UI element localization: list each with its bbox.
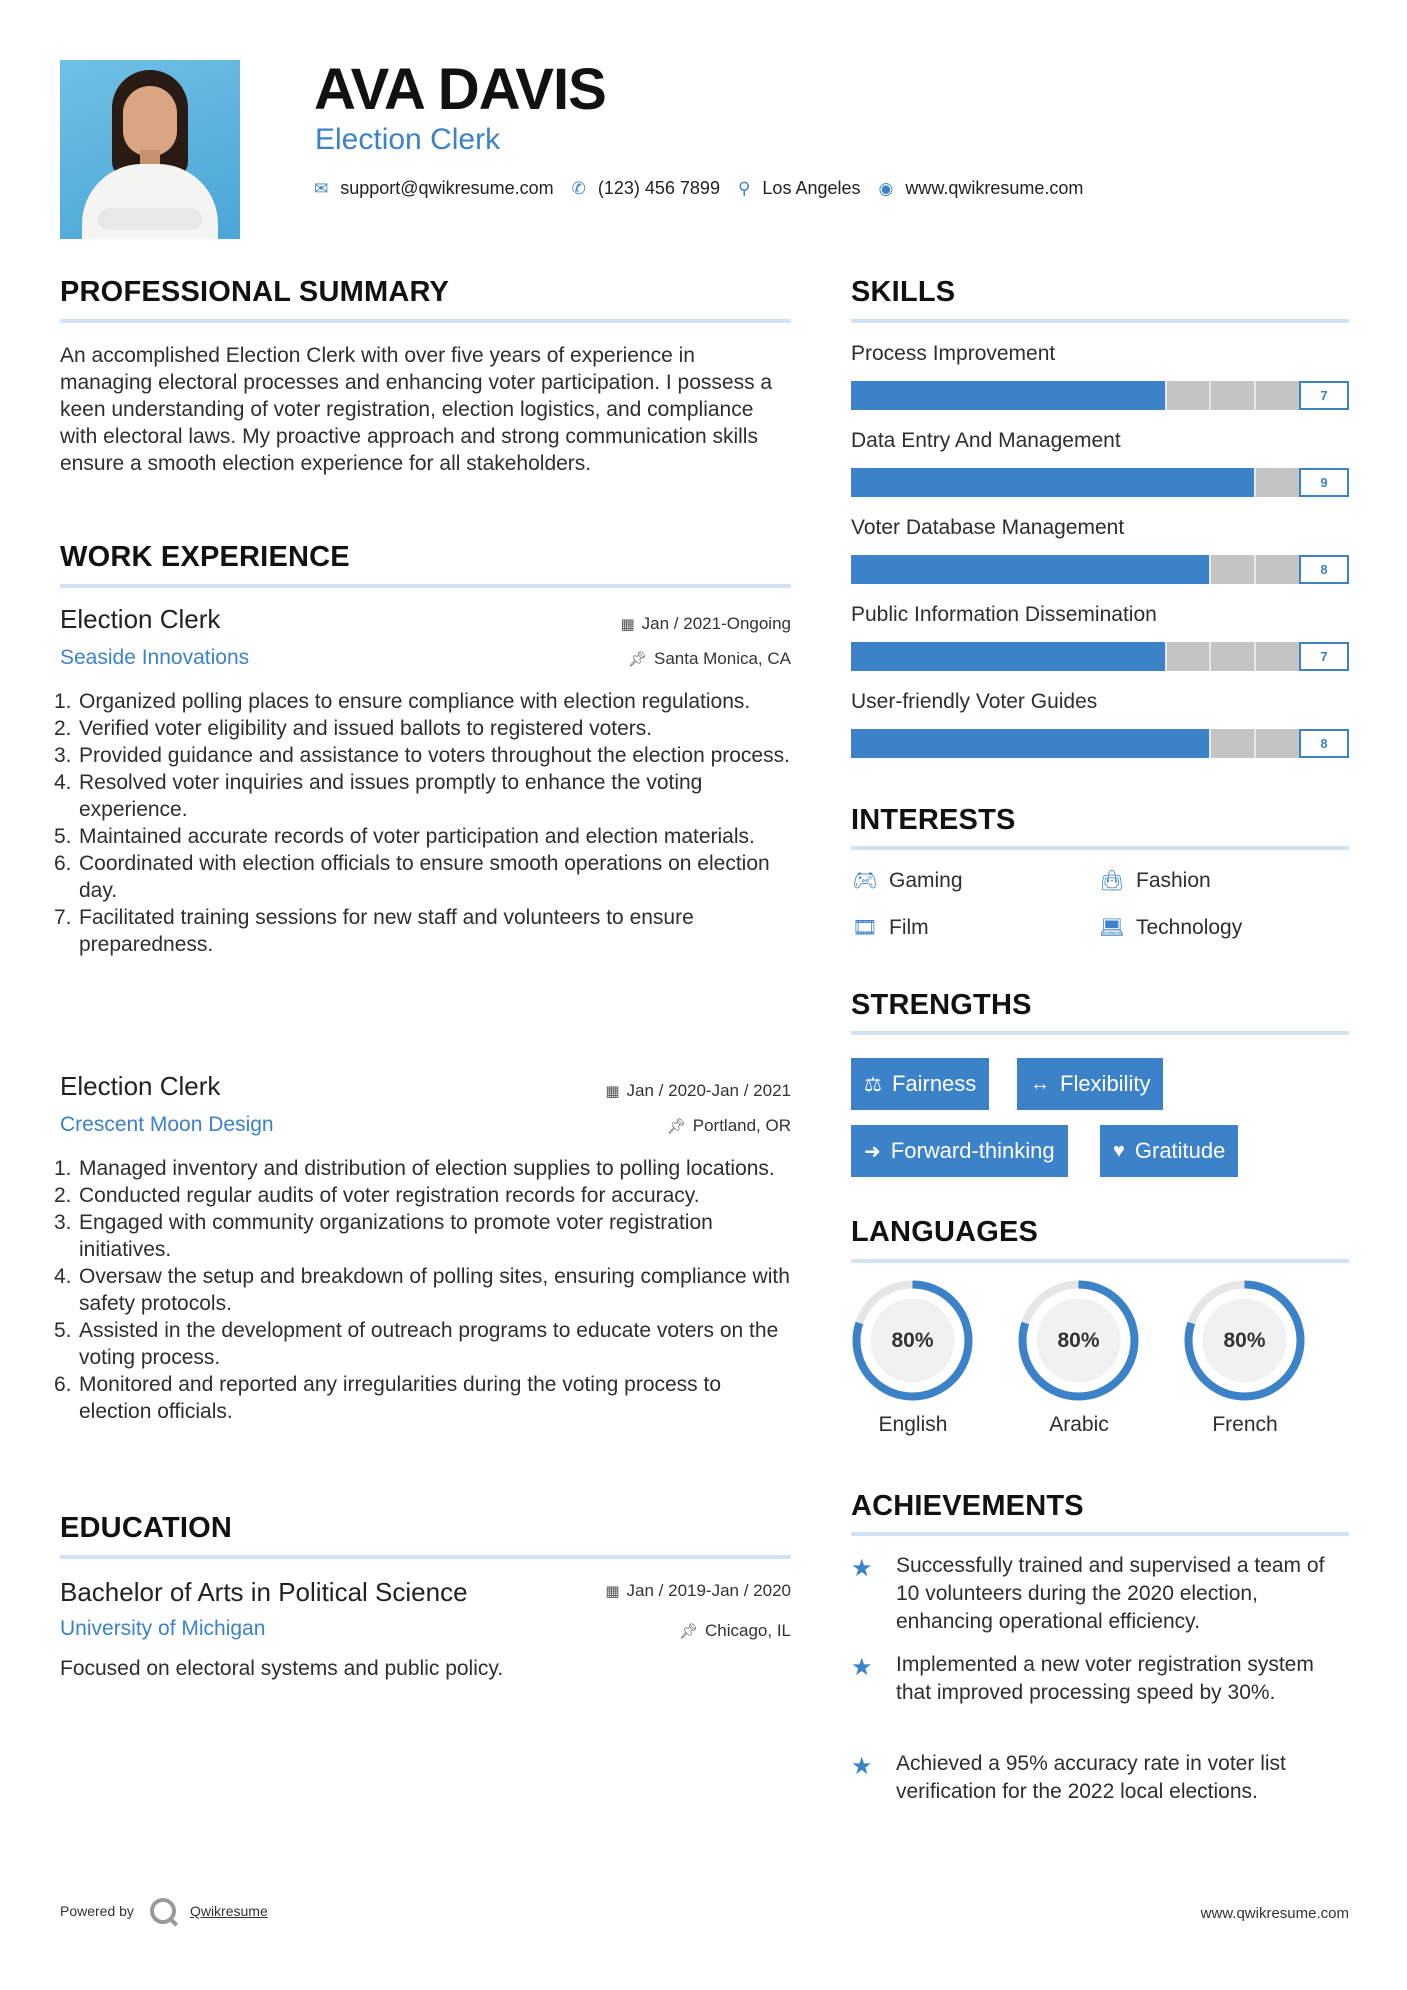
skill-bar-segment: [1254, 642, 1256, 671]
arrows-horizontal-icon: ↔: [1030, 1072, 1050, 1095]
achievement-item: [851, 1750, 1349, 1810]
footer-url[interactable]: www.qwikresume.com: [1200, 1905, 1349, 1922]
job-location: 📌︎ Santa Monica, CA: [627, 649, 791, 668]
summary-heading: PROFESSIONAL SUMMARY: [60, 276, 450, 308]
job-title: Election Clerk: [60, 604, 221, 634]
job-dates: ▦ Jan / 2020-Jan / 2021: [605, 1081, 791, 1100]
job-company: Seaside Innovations: [60, 646, 250, 669]
calendar-icon: ▦: [605, 1583, 620, 1600]
skill-bar-segment: [1254, 381, 1256, 410]
star-icon: ★: [851, 1654, 873, 1681]
job-bullets: [54, 1155, 791, 1425]
job-location: 📌︎ Portland, OR: [666, 1116, 791, 1135]
strength-chip: ↔ Flexibility: [1017, 1058, 1163, 1110]
shopping-bag-icon: 👜︎: [1099, 870, 1125, 892]
skill-level: 7: [1299, 381, 1349, 410]
job-entry: [54, 604, 791, 1044]
education-degree: Bachelor of Arts in Political Science: [60, 1577, 468, 1607]
envelope-icon: ✉: [314, 178, 329, 198]
calendar-icon: ▦: [605, 1083, 620, 1100]
list-item: 3. Engaged with community organizations to promote voter registration initiatives.: [54, 1211, 713, 1261]
globe-icon: ◉: [878, 178, 894, 198]
footer-powered-by: [60, 1898, 268, 1924]
language-name: Arabic: [1049, 1413, 1109, 1436]
list-item: 5. Assisted in the development of outreach programs to educate voters on the voting process.: [54, 1319, 779, 1369]
education-description: Focused on electoral systems and public policy.: [60, 1657, 504, 1680]
list-item: 6. Monitored and reported any irregularities during the voting process to election officials.: [54, 1373, 722, 1423]
powered-by-label: Powered by: [60, 1903, 134, 1919]
contact-phone[interactable]: (123) 456 7899: [597, 178, 720, 198]
candidate-name: AVA DAVIS: [314, 57, 606, 122]
skill-name: Public Information Dissemination: [851, 603, 1157, 626]
skill-level: 9: [1299, 468, 1349, 497]
education-entry: [60, 1577, 791, 1697]
phone-icon: ✆: [571, 178, 586, 198]
pushpin-icon: 📌︎: [627, 651, 647, 668]
gamepad-icon: 🎮︎: [852, 870, 878, 892]
skills-divider: [851, 319, 1349, 323]
laptop-icon: 💻︎: [1099, 917, 1125, 939]
skill-name: User-friendly Voter Guides: [851, 690, 1098, 713]
skill-bar-segment: [1209, 642, 1211, 671]
job-dates: ▦ Jan / 2021-Ongoing: [620, 614, 791, 633]
experience-divider: [60, 584, 791, 588]
skill-level: 8: [1299, 555, 1349, 584]
achievements-heading: ACHIEVEMENTS: [851, 1490, 1084, 1522]
brand-link[interactable]: Qwikresume: [189, 1903, 268, 1919]
list-item: 7. Facilitated training sessions for new staff and volunteers to ensure preparedness.: [54, 906, 694, 956]
list-item: 1. Managed inventory and distribution of election supplies to polling locations.: [54, 1157, 775, 1180]
skill-bar-segment: [1165, 381, 1167, 410]
skills-heading: SKILLS: [851, 276, 956, 308]
achievements-divider: [851, 1532, 1349, 1536]
skill-name: Voter Database Management: [851, 516, 1125, 539]
list-item: 5. Maintained accurate records of voter participation and election materials.: [54, 825, 755, 848]
achievement-text: Successfully trained and supervised a team of 10 volunteers during the 2020 election, enhancing operational efficiency.: [896, 1554, 1325, 1633]
skill-bar: [851, 381, 1349, 410]
skill-bar-segment: [1254, 555, 1256, 584]
list-item: 2. Conducted regular audits of voter registration records for accuracy.: [54, 1184, 700, 1207]
list-item: 3. Provided guidance and assistance to voters throughout the election process.: [54, 744, 790, 767]
skill-name: Process Improvement: [851, 342, 1056, 365]
interest-item: 💻︎ Technology: [1099, 915, 1243, 939]
language-name: French: [1212, 1413, 1278, 1436]
education-divider: [60, 1555, 791, 1559]
left-column: [54, 0, 791, 1990]
contact-website[interactable]: www.qwikresume.com: [905, 178, 1084, 198]
language-ring: [851, 1279, 974, 1402]
education-heading: EDUCATION: [60, 1512, 233, 1544]
contact-email[interactable]: support@qwikresume.com: [340, 178, 554, 198]
list-item: 1. Organized polling places to ensure compliance with election regulations.: [54, 690, 751, 713]
education-location: 📌︎ Chicago, IL: [678, 1621, 791, 1640]
right-column: [851, 0, 1349, 1990]
summary-divider: [60, 319, 791, 323]
skill-bar-segment: [1209, 381, 1211, 410]
skill-level: 8: [1299, 729, 1349, 758]
qwikresume-logo-icon: [150, 1898, 176, 1924]
interest-item: 👜︎ Fashion: [1099, 868, 1211, 892]
education-school: University of Michigan: [60, 1617, 266, 1640]
job-company: Crescent Moon Design: [60, 1113, 274, 1136]
language-percent: 80%: [1223, 1329, 1266, 1352]
interests-divider: [851, 846, 1349, 850]
skill-bar: [851, 468, 1349, 497]
experience-heading: WORK EXPERIENCE: [60, 541, 350, 573]
interests-heading: INTERESTS: [851, 804, 1016, 836]
list-item: 4. Resolved voter inquiries and issues promptly to enhance the voting experience.: [54, 771, 703, 821]
strength-chip: ➜ Forward-thinking: [851, 1125, 1068, 1177]
candidate-role: Election Clerk: [315, 123, 501, 156]
interest-item: 🎮︎ Gaming: [852, 868, 963, 892]
achievement-item: [851, 1651, 1349, 1741]
language-percent: 80%: [1057, 1329, 1100, 1352]
heart-icon: ♥: [1113, 1139, 1125, 1162]
job-entry: [54, 1071, 791, 1471]
list-item: 2. Verified voter eligibility and issued ballots to registered voters.: [54, 717, 653, 740]
star-icon: ★: [851, 1753, 873, 1780]
strengths-heading: STRENGTHS: [851, 989, 1032, 1021]
language-ring: [1183, 1279, 1306, 1402]
film-icon: 🎞︎: [852, 917, 878, 939]
skill-bar-segment: [1254, 468, 1256, 497]
list-item: 4. Oversaw the setup and breakdown of polling sites, ensuring compliance with safety protocols.: [54, 1265, 790, 1315]
skill-bar: [851, 642, 1349, 671]
skill-bar: [851, 555, 1349, 584]
achievement-text: Achieved a 95% accuracy rate in voter list verification for the 2022 local elections.: [896, 1752, 1286, 1803]
skill-bar: [851, 729, 1349, 758]
pushpin-icon: 📌︎: [666, 1118, 686, 1135]
interest-item: 🎞︎ Film: [852, 915, 929, 939]
achievement-item: [851, 1552, 1349, 1642]
strengths-divider: [851, 1031, 1349, 1035]
star-icon: ★: [851, 1555, 873, 1582]
education-dates: ▦ Jan / 2019-Jan / 2020: [605, 1581, 791, 1600]
arrow-right-icon: ➜: [864, 1140, 881, 1163]
map-pin-icon: ⚲: [737, 178, 751, 198]
skill-level: 7: [1299, 642, 1349, 671]
job-bullets: [54, 688, 791, 958]
language-name: English: [878, 1413, 948, 1436]
languages-divider: [851, 1259, 1349, 1263]
skill-bar-segment: [1209, 555, 1211, 584]
summary-text: An accomplished Election Clerk with over five years of experience in managing electoral processes and enhancing voter participation. I possess a keen understanding of voter registration, election logistics, and compliance with electoral laws. My proactive approach and strong communication skills ensure a smooth election experience for all stakeholders.: [60, 344, 773, 475]
pushpin-icon: 📌︎: [678, 1623, 698, 1640]
skill-bar-segment: [1209, 729, 1211, 758]
achievement-text: Implemented a new voter registration system that improved processing speed by 30%.: [896, 1653, 1314, 1704]
skill-bar-segment: [1165, 642, 1167, 671]
languages-heading: LANGUAGES: [851, 1216, 1039, 1248]
strength-chip: ⚖ Fairness: [851, 1058, 989, 1110]
list-item: 6. Coordinated with election officials to ensure smooth operations on election day.: [54, 852, 770, 902]
job-title: Election Clerk: [60, 1071, 221, 1101]
contact-location: Los Angeles: [762, 178, 861, 198]
language-ring: [1017, 1279, 1140, 1402]
skill-name: Data Entry And Management: [851, 429, 1121, 452]
balance-scale-icon: ⚖: [864, 1073, 882, 1096]
language-percent: 80%: [891, 1329, 934, 1352]
strength-chip: ♥ Gratitude: [1100, 1125, 1238, 1177]
calendar-icon: ▦: [620, 616, 635, 633]
skill-bar-segment: [1254, 729, 1256, 758]
